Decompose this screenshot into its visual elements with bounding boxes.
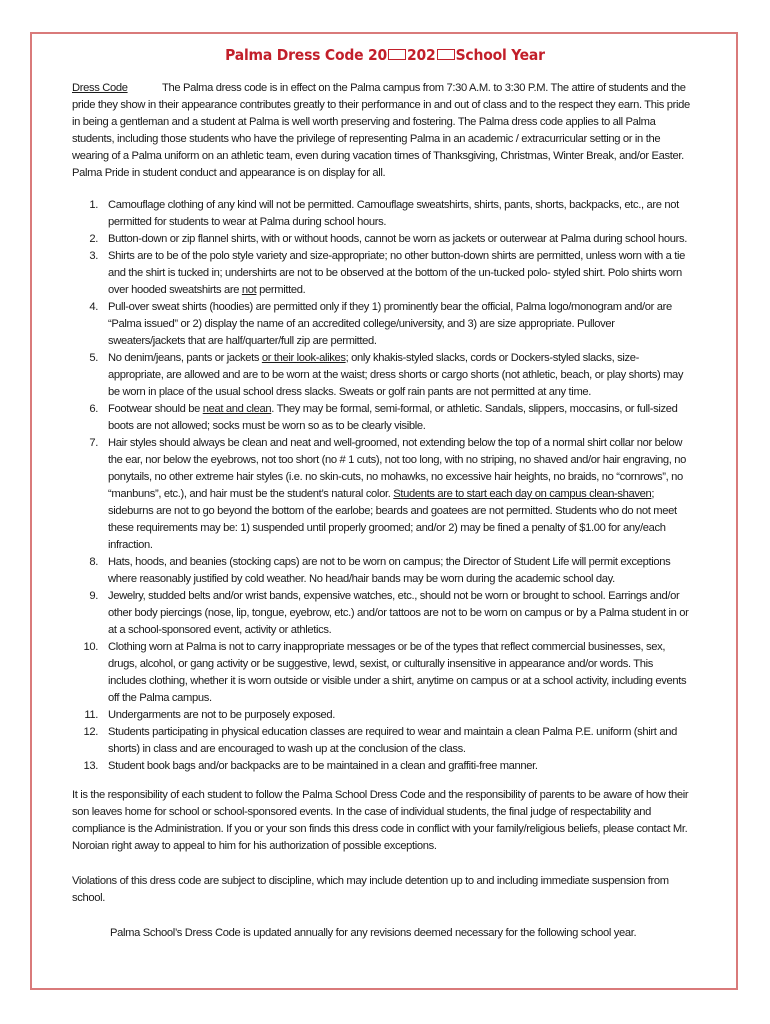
list-item [72,554,692,588]
item-text: Pull-over sweat shirts (hoodies) are permitted only if they 1) prominently bear the official, Palma logo/monogram and/or are “Palma issued” or 2) display the name of an accredited college/university, and 3) are size appropriate. Pullover sweaters/jackets that are half/quarter/full zip are permitted. [108,301,672,347]
intro-label: Dress Code [72,82,128,94]
item-underlined-text: Students are to start each day on campus clean-shaven [393,488,652,500]
item-text: Student book bags and/or backpacks are to be maintained in a clean and graffiti-free manner. [108,760,538,772]
list-item [72,350,692,401]
item-number: 11. [84,709,98,721]
item-underlined-text: not [241,284,257,296]
list-item [72,435,692,554]
item-number: 9. [89,590,98,602]
item-number: 12. [83,726,98,738]
year-placeholder-box [437,49,455,60]
list-item [72,588,692,639]
item-underlined-text: neat and clean [202,403,272,415]
document-body [72,80,692,942]
item-number: 13. [83,760,98,772]
item-text: Button-down or zip flannel shirts, with or without hoods, cannot be worn as jackets or outerwear at Palma during school hours. [108,233,687,245]
responsibility-paragraph: It is the responsibility of each student to follow the Palma School Dress Code and the responsibility of parents to be aware of how their son leaves home for school or school-sponsored events. In the case of individual students, the final judge of respectability and compliance is the Administration. If you or your son finds this dress code in conflict with your family/religious beliefs, please contact Mr. Noroian right away to appeal to him for his authorization of possible exceptions. [72,789,689,852]
item-text-end: ; only khakis-styled slacks, cords or Dockers-styled slacks, size-appropriate, are allowed and are to be worn at the waist; dress shorts or cargo shorts (not athletic, beach, or play shorts) may be worn in place of the usual school dress slacks. Sweats or golf rain pants are not permitted at any time. [108,352,684,398]
title-suffix: School Year [455,46,545,64]
item-number: 2. [89,233,98,245]
item-number: 3. [89,250,98,262]
title-middle: 202 [407,46,436,64]
item-text: No denim/jeans, pants or jackets [108,352,262,364]
item-number: 8. [89,556,98,568]
list-item [72,231,692,248]
item-text: Hair styles should always be clean and neat and well-groomed, not extending below the top of a normal shirt collar nor below the ear, nor below the eyebrows, not too short (no # 1 cuts), not too long, with no striping, no shaved and/or hair engraving, no ponytails, no other extreme hair styles (i.e. no skin-cuts, no mohawks, no excessive hair heights, no braids, no “cornrows”, no “manbuns”, etc.), and hair must be the student’s natural color. [108,437,687,500]
rules-list [72,197,692,775]
list-item [72,639,692,707]
item-text: Undergarments are not to be purposely exposed. [108,709,336,721]
item-text: Camouflage clothing of any kind will not be permitted. Camouflage sweatshirts, shirts, pants, shorts, backpacks, etc., are not permitted for students to wear at Palma during school hours. [108,199,679,228]
item-text: Shirts are to be of the polo style variety and size-appropriate; no other button-down shirts are permitted, unless worn with a tie and the shirt is tucked in; undershirts are not to be observed at the bottom of the un-tucked polo- styled shirt. Polo shirts worn over hooded sweatshirts are [108,250,685,296]
list-item [72,401,692,435]
item-number: 10. [83,641,98,653]
item-number: 5. [89,352,98,364]
item-number: 4. [89,301,98,313]
intro-paragraph [72,80,692,182]
footer-note: Palma School’s Dress Code is updated annually for any revisions deemed necessary for the following school year. [110,927,637,939]
list-item [72,758,692,775]
list-item [72,299,692,350]
document-title [0,46,770,64]
item-underlined-text: or their look-alikes [261,352,346,364]
item-text-end: ; sideburns are not to go beyond the bottom of the earlobe; beards and goatees are not permitted. Students who do not meet these requirements may be: 1) suspended until properly groomed; and/or 2) may be fined a penalty of $1.00 for any/each infraction. [108,488,677,551]
item-number: 7. [89,437,98,449]
item-text: Footwear should be [108,403,203,415]
intro-text: The Palma dress code is in effect on the Palma campus from 7:30 A.M. to 3:30 P.M. The attire of students and the pride they show in their appearance contributes greatly to their performance in and out of class and to the respect they earn. This pride in being a gentleman and a student at Palma is well worth preserving and fostering. The Palma dress code applies to all Palma students, including those students who have the privilege of representing Palma in an academic / extracurricular setting or in the wearing of a Palma uniform on an athletic team, even during vacation times of Thanksgiving, Christmas, Winter Break, and/or Easter. Palma Pride in student conduct and appearance is on display for all. [72,82,690,179]
title-prefix: Palma Dress Code 20 [225,46,388,64]
year-placeholder-box [388,49,406,60]
list-item [72,724,692,758]
item-text: Hats, hoods, and beanies (stocking caps) are not to be worn on campus; the Director of Student Life will permit exceptions where reasonably justified by cold weather. No head/hair bands may be worn during the academic school day. [108,556,671,585]
list-item [72,197,692,231]
item-text-end: . They may be formal, semi-formal, or athletic. Sandals, slippers, moccasins, or full-sized boots are not allowed; socks must be worn so as to be clearly visible. [108,403,678,432]
item-text: Clothing worn at Palma is not to carry inappropriate messages or be of the types that reflect commercial businesses, sex, drugs, alcohol, or gang activity or be suggestive, lewd, sexist, or culturally insensitive in appearance and/or words. This includes clothing, whether it is worn outside or visible under a shirt, anytime on campus or at a school activity, including events off the Palma campus. [108,641,687,704]
item-text: Jewelry, studded belts and/or wrist bands, expensive watches, etc., should not be worn or brought to school. Earrings and/or other body piercings (nose, lip, tongue, eyebrow, etc.) and/or tattoos are not to be worn on campus or by a Palma student in or at a school-sponsored event, activity or athletics. [108,590,689,636]
list-item [72,707,692,724]
item-text-end: permitted. [256,284,306,296]
item-number: 1. [89,199,98,211]
item-number: 6. [89,403,98,415]
violations-paragraph: Violations of this dress code are subject to discipline, which may include detention up to and including immediate suspension from school. [72,875,669,904]
item-text: Students participating in physical education classes are required to wear and maintain a clean Palma P.E. uniform (shirt and shorts) in class and are encouraged to wash up at the conclusion of the class. [108,726,677,755]
list-item [72,248,692,299]
